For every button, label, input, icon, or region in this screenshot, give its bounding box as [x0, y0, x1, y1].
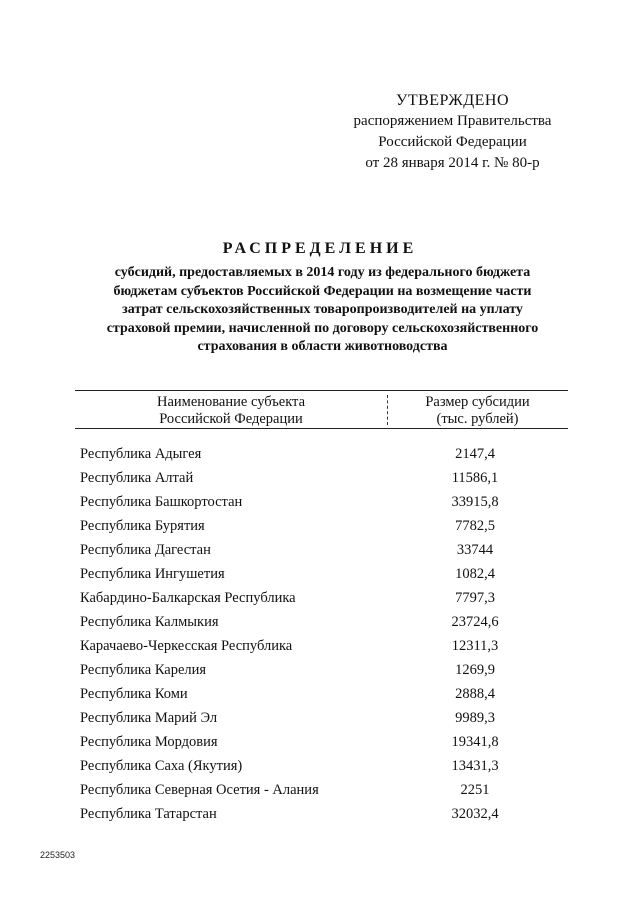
table-row [80, 538, 570, 562]
subsidy-value: 2147,4 [455, 446, 495, 462]
document-subtitle [80, 264, 565, 357]
table-row [80, 634, 570, 658]
table-body [80, 442, 570, 826]
subsidy-value: 1082,4 [455, 566, 495, 582]
region-name: Республика Калмыкия [80, 614, 219, 630]
region-name: Республика Карелия [80, 662, 207, 678]
subtitle-line: страхования в области животноводства [197, 339, 448, 354]
subsidy-value: 9989,3 [455, 710, 495, 726]
region-name: Республика Башкортостан [80, 494, 243, 510]
subsidy-value: 7782,5 [455, 518, 495, 534]
table-header [75, 390, 568, 429]
subsidy-value: 7797,3 [455, 590, 495, 606]
header-subsidy-size-line-2: (тыс. рублей) [436, 411, 519, 427]
table-row [80, 658, 570, 682]
region-name: Республика Бурятия [80, 518, 205, 534]
region-name: Республика Татарстан [80, 806, 217, 822]
subsidy-value: 33744 [456, 542, 494, 558]
document-code: 2253503 [40, 850, 76, 860]
subsidy-value: 19341,8 [451, 734, 499, 750]
subsidy-value: 1269,9 [455, 662, 495, 678]
table-row [80, 682, 570, 706]
header-subject-name [75, 394, 387, 428]
table-row [80, 706, 570, 730]
region-name: Республика Северная Осетия - Алания [80, 782, 319, 798]
table-row [80, 586, 570, 610]
table-row [80, 514, 570, 538]
header-subsidy-size-line-1: Размер субсидии [425, 394, 530, 410]
region-name: Республика Мордовия [80, 734, 218, 750]
table-row [80, 490, 570, 514]
subtitle-line: страховой премии, начисленной по договору сельскохозяйственного [106, 320, 539, 336]
approval-line-1: распоряжением Правительства [353, 113, 552, 129]
approval-line-2: Российской Федерации [378, 134, 527, 150]
region-name: Карачаево-Черкесская Республика [80, 638, 293, 654]
approval-stamp [340, 90, 565, 174]
header-subsidy-size [387, 394, 568, 428]
region-name: Республика Коми [80, 686, 188, 702]
document-title: РАСПРЕДЕЛЕНИЕ [222, 240, 418, 257]
subsidy-value: 2251 [460, 782, 490, 798]
region-name: Республика Алтай [80, 470, 194, 486]
approval-title: УТВЕРЖДЕНО [395, 92, 509, 109]
subtitle-line: субсидий, предоставляемых в 2014 году из федерального бюджета [114, 265, 531, 280]
region-name: Республика Адыгея [80, 446, 202, 462]
region-name: Республика Ингушетия [80, 566, 225, 582]
region-name: Республика Марий Эл [80, 710, 218, 726]
table-row [80, 730, 570, 754]
subsidy-value: 13431,3 [451, 758, 499, 774]
subsidy-value: 11586,1 [451, 470, 499, 486]
subtitle-line: затрат сельскохозяйственных товаропроизводителей на уплату [122, 302, 523, 317]
subsidy-value: 32032,4 [451, 806, 499, 822]
approval-line-3: от 28 января 2014 г. № 80-р [365, 155, 540, 171]
header-subject-name-line-2: Российской Федерации [159, 411, 303, 427]
table-row [80, 610, 570, 634]
table-row [80, 466, 570, 490]
subtitle-line: бюджетам субъектов Российской Федерации на возмещение части [113, 283, 532, 299]
subsidy-value: 2888,4 [455, 686, 495, 702]
table-row [80, 802, 570, 826]
header-subject-name-line-1: Наименование субъекта [156, 394, 306, 410]
table-row [80, 442, 570, 466]
subsidy-value: 12311,3 [451, 638, 499, 654]
region-name: Кабардино-Балкарская Республика [80, 590, 296, 606]
table-row [80, 754, 570, 778]
subsidy-value: 23724,6 [451, 614, 499, 630]
region-name: Республика Дагестан [80, 542, 211, 558]
region-name: Республика Саха (Якутия) [80, 758, 243, 774]
table-row [80, 562, 570, 586]
subsidy-value: 33915,8 [451, 494, 499, 510]
table-row [80, 778, 570, 802]
